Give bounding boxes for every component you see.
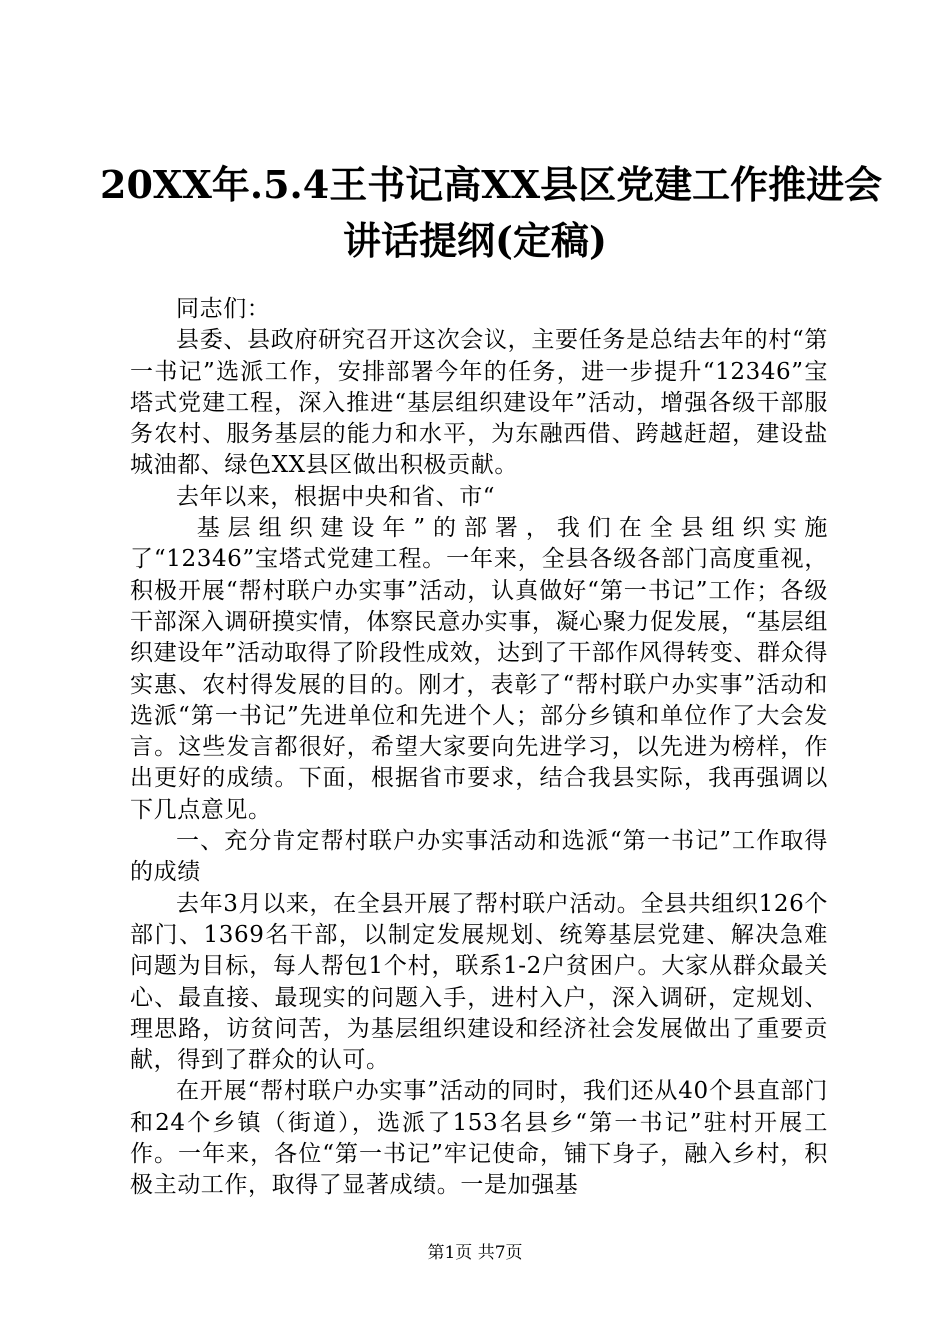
paragraph: 在开展“帮村联户办实事”活动的同时，我们还从40个县直部门和24个乡镇（街道），选派了153名县乡“第一书记”驻村开展工作。一年来，各位“第一书记”牢记使命，铺下身子，融入乡村，积极主动工作，取得了显著成绩。一是加强基 bbox=[130, 1078, 828, 1199]
paragraph: 去年以来，根据中央和省、市“ bbox=[176, 483, 496, 510]
salutation: 同志们： bbox=[176, 296, 271, 322]
document-body bbox=[130, 294, 828, 1202]
paragraph: 基层组织建设年”的部署，我们在全县组织实施了“12346”宝塔式党建工程。一年来，全县各级各部门高度重视，积极开展“帮村联户办实事”活动，认真做好“第一书记”工作；各级干部深入调研摸实情，体察民意办实事，凝心聚力促发展，“基层组织建设年”活动取得了阶段性成效，达到了干部作风得转变、群众得实惠、农村得发展的目的。刚才，表彰了“帮村联户办实事”活动和选派“第一书记”先进单位和先进个人；部分乡镇和单位作了大会发言。这些发言都很好，希望大家要向先进学习，以先进为榜样，作出更好的成绩。下面，根据省市要求，结合我县实际，我再强调以下几点意见。 bbox=[130, 515, 828, 823]
paragraph: 去年3月以来，在全县开展了帮村联户活动。全县共组织126个部门、1369名干部，以制定发展规划、统筹基层党建、解决急难问题为目标，每人帮包1个村，联系1-2户贫困户。大家从群众最关心、最直接、最现实的问题入手，进村入户，深入调研，定规划、理思路，访贫问苦，为基层组织建设和经济社会发展做出了重要贡献，得到了群众的认可。 bbox=[130, 890, 828, 1074]
paragraph: 县委、县政府研究召开这次会议，主要任务是总结去年的村“第一书记”选派工作，安排部署今年的任务，进一步提升“12346”宝塔式党建工程，深入推进“基层组织建设年”活动，增强各级干部服务农村、服务基层的能力和水平，为东融西借、跨越赶超，建设盐城油都、绿色XX县区做出积极贡献。 bbox=[130, 327, 828, 479]
document-title-line-1: 20XX年.5.4王书记高XX县区党建工作推进会 bbox=[100, 162, 883, 207]
document-title-line-2: 讲话提纲(定稿) bbox=[343, 218, 607, 263]
page-footer: 第1页 共7页 bbox=[427, 1243, 523, 1263]
section-heading: 一、充分肯定帮村联户办实事活动和选派“第一书记”工作取得的成绩 bbox=[130, 828, 828, 886]
